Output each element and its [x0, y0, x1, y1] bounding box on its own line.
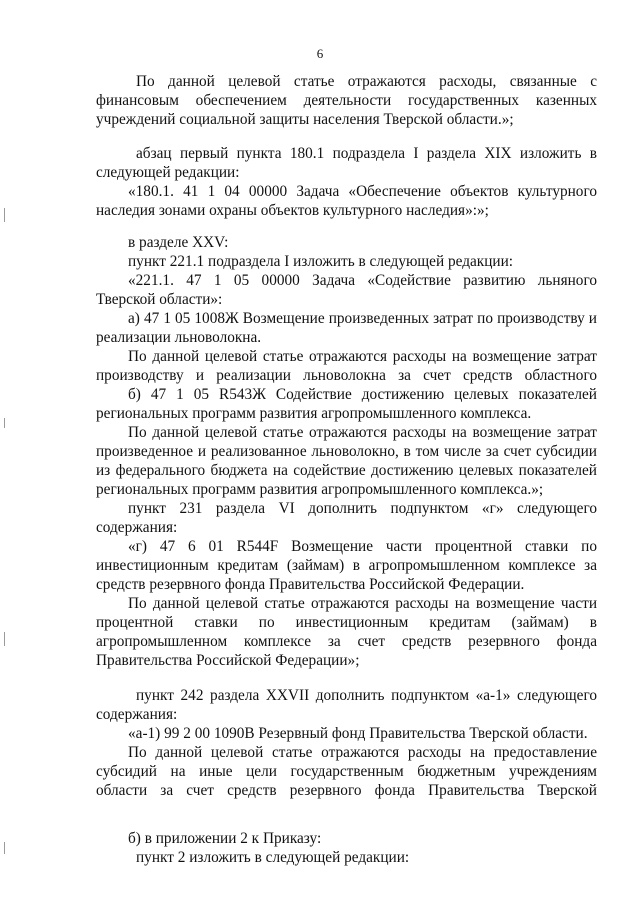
text-line: области за счет средств резервного фонда Правительства Тверской [96, 782, 597, 799]
text-line: б) 47 1 05 R543Ж Содействие достижению целевых показателей [128, 386, 597, 403]
scan-edge-mark [4, 418, 5, 428]
scan-edge-mark [4, 208, 5, 222]
text-line: «221.1. 47 1 05 00000 Задача «Содействие развитию льняного [128, 272, 597, 289]
text-line: финансовым обеспечением деятельности государственных казенных [96, 92, 597, 109]
text-line: содержания: [96, 706, 178, 723]
text-line: «г) 47 6 01 R544F Возмещение части процентной ставки по [128, 538, 597, 555]
text-line: из федерального бюджета на содействие достижению целевых показателей [96, 462, 597, 479]
scan-edge-mark [4, 842, 5, 854]
text-line: Правительства Российской Федерации»; [96, 652, 360, 669]
text-line: реализации льноволокна. [96, 329, 262, 346]
text-line: следующей редакции: [96, 164, 240, 181]
text-line: По данной целевой статье отражаются расходы на возмещение затрат [128, 424, 597, 441]
text-line: Тверской области»: [96, 291, 223, 308]
text-line: пункт 242 раздела XXVII дополнить подпунктом «а-1» следующего [136, 687, 597, 704]
text-line: пункт 231 раздела VI дополнить подпунктом «г» следующего [128, 500, 597, 517]
text-line: «180.1. 41 1 04 00000 Задача «Обеспечение объектов культурного [128, 183, 597, 200]
text-line: а) 47 1 05 1008Ж Возмещение произведенных затрат по производству и [128, 310, 597, 327]
page-number: 6 [316, 46, 324, 61]
text-line: абзац первый пункта 180.1 подраздела I раздела XIX изложить в [136, 145, 597, 162]
text-line: инвестиционным кредитам (займам) в агропромышленном комплексе за [96, 557, 597, 574]
text-line: пункт 2 изложить в следующей редакции: [136, 849, 410, 866]
scan-edge-mark [4, 632, 5, 646]
text-line: региональных программ развития агропромышленного комплекса.»; [96, 481, 544, 498]
text-line: учреждений социальной защиты населения Тверской области.»; [96, 111, 514, 128]
text-line: «а-1) 99 2 00 1090В Резервный фонд Правительства Тверской области. [128, 725, 588, 742]
text-line: б) в приложении 2 к Приказу: [128, 830, 322, 847]
text-line: региональных программ развития агропромышленного комплекса. [96, 405, 532, 422]
text-line: процентной ставки по инвестиционным кредитам (займам) в [96, 614, 597, 631]
text-line: содержания: [96, 519, 178, 536]
text-line: По данной целевой статье отражаются расходы на предоставление [128, 744, 597, 761]
text-line: произведенное и реализованное льноволокно, в том числе за счет субсидии [96, 443, 597, 460]
text-line: наследия зонами охраны объектов культурного наследия»:»; [96, 202, 489, 219]
text-line: в разделе XXV: [128, 234, 229, 251]
text-line: субсидий на иные цели государственным бюджетным учреждениям [96, 763, 597, 780]
text-line: производству и реализации льноволокна за счет средств областного [96, 367, 597, 384]
text-line: По данной целевой статье отражаются расходы на возмещение затрат [128, 348, 597, 365]
text-line: По данной целевой статье отражаются расходы на возмещение части [128, 595, 597, 612]
text-line: средств резервного фонда Правительства Российской Федерации. [96, 576, 525, 593]
text-line: По данной целевой статье отражаются расходы, связанные с [136, 73, 597, 90]
text-line: пункт 221.1 подраздела I изложить в следующей редакции: [128, 253, 514, 270]
text-line: агропромышленном комплексе за счет средств резервного фонда [96, 633, 597, 650]
